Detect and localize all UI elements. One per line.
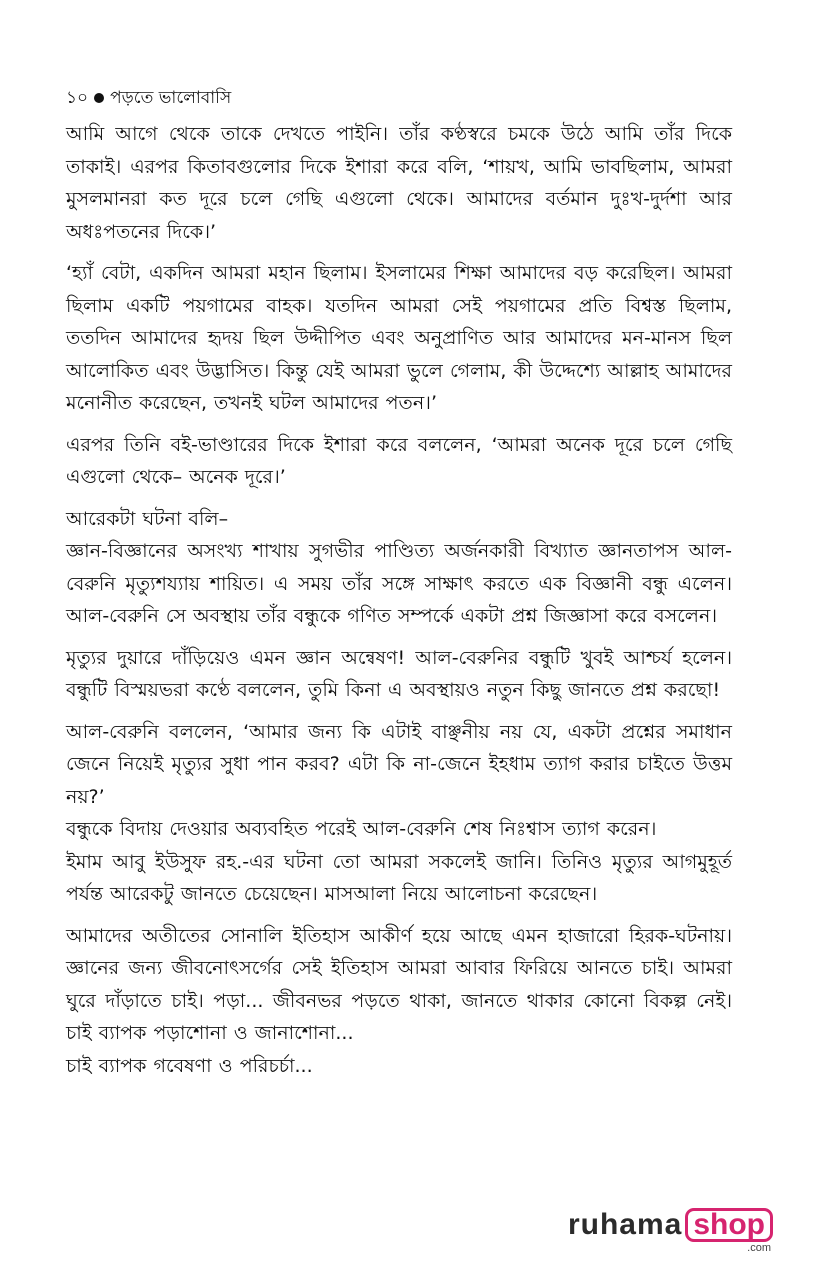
ruhamashop-watermark-logo bbox=[567, 1208, 773, 1254]
book-title: পড়তে ভালোবাসি bbox=[110, 88, 232, 108]
paragraph: আরেকটা ঘটনা বলি– bbox=[66, 507, 229, 530]
paragraph: আমি আগে থেকে তাকে দেখতে পাইনি। তাঁর কণ্ঠস্বরে চমকে উঠে আমি তাঁর দিকে তাকাই। এরপর কিতাবগুলোর দিকে ইশারা করে বলি, ‘শায়খ, আমি ভাবছিলাম, আমরা মুসলমানরা কত দূরে চলে গেছি এগুলো থেকে। আমাদের বর্তমান দুঃখ-দুর্দশা আর অধঃপতনের দিকে।’ bbox=[66, 123, 732, 243]
paragraph: চাই ব্যাপক গবেষণা ও পরিচর্চা... bbox=[66, 1054, 313, 1077]
page-number: ১০ bbox=[66, 88, 89, 108]
paragraph: মৃত্যুর দুয়ারে দাঁড়িয়েও এমন জ্ঞান অন্বেষণ! আল-বেরুনির বন্ধুটি খুবই আশ্চর্য হলেন। বন্ধুটি বিস্ময়ভরা কণ্ঠে বললেন, তুমি কিনা এ অবস্থায়ও নতুন কিছু জানতে প্রশ্ন করছো! bbox=[66, 646, 732, 701]
logo-shop-badge bbox=[685, 1208, 773, 1254]
logo-text-shop: shop bbox=[685, 1208, 773, 1242]
logo-text-com: .com bbox=[747, 1242, 771, 1254]
paragraph: এরপর তিনি বই-ভাণ্ডারের দিকে ইশারা করে বললেন, ‘আমরা অনেক দূরে চলে গেছি এগুলো থেকে– অনেক দূরে।’ bbox=[66, 433, 732, 488]
paragraph: আমাদের অতীতের সোনালি ইতিহাস আকীর্ণ হয়ে আছে এমন হাজারো হিরক-ঘটনায়। জ্ঞানের জন্য জীবনোৎসর্গের সেই ইতিহাস আমরা আবার ফিরিয়ে আনতে চাই। আমরা ঘুরে দাঁড়াতে চাই। পড়া... জীবনভর পড়তে থাকা, জানতে থাকার কোনো বিকল্প নেই। চাই ব্যাপক পড়াশোনা ও জানাশোনা... bbox=[66, 924, 732, 1044]
paragraph: ইমাম আবু ইউসুফ রহ.-এর ঘটনা তো আমরা সকলেই জানি। তিনিও মৃত্যুর আগমুহূর্ত পর্যন্ত আরেকটু জানতে চেয়েছেন। মাসআলা নিয়ে আলোচনা করেছেন। bbox=[66, 850, 732, 905]
paragraph: আল-বেরুনি বললেন, ‘আমার জন্য কি এটাই বাঞ্ছনীয় নয় যে, একটা প্রশ্নের সমাধান জেনে নিয়েই মৃত্যুর সুধা পান করব? এটা কি না-জেনে ইহধাম ত্যাগ করার চাইতে উত্তম নয়?’ bbox=[66, 720, 732, 808]
bullet-dot-icon bbox=[94, 93, 104, 103]
running-header bbox=[66, 86, 732, 110]
page-content bbox=[66, 86, 732, 1091]
logo-text-ruhama: ruhama bbox=[567, 1208, 683, 1241]
paragraph: জ্ঞান-বিজ্ঞানের অসংখ্য শাখায় সুগভীর পাণ্ডিত্য অর্জনকারী বিখ্যাত জ্ঞানতাপস আল-বেরুনি মৃত্যুশয্যায় শায়িত। এ সময় তাঁর সঙ্গে সাক্ষাৎ করতে এক বিজ্ঞানী বন্ধু এলেন। আল-বেরুনি সে অবস্থায় তাঁর বন্ধুকে গণিত সম্পর্কে একটা প্রশ্ন জিজ্ঞাসা করে বসলেন। bbox=[66, 540, 732, 627]
paragraph: বন্ধুকে বিদায় দেওয়ার অব্যবহিত পরেই আল-বেরুনি শেষ নিঃশ্বাস ত্যাগ করেন। bbox=[66, 818, 657, 840]
paragraph: ‘হ্যাঁ বেটা, একদিন আমরা মহান ছিলাম। ইসলামের শিক্ষা আমাদের বড় করেছিল। আমরা ছিলাম একটি পয়গামের বাহক। যতদিন আমরা সেই পয়গামের প্রতি বিশ্বস্ত ছিলাম, ততদিন আমাদের হৃদয় ছিল উদ্দীপিত এবং অনুপ্রাণিত আর আমাদের মন-মানস ছিল আলোকিত এবং উদ্ভাসিত। কিন্তু যেই আমরা ভুলে গেলাম, কী উদ্দেশ্যে আল্লাহ আমাদের মনোনীত করেছেন, তখনই ঘটল আমাদের পতন।’ bbox=[66, 262, 732, 414]
